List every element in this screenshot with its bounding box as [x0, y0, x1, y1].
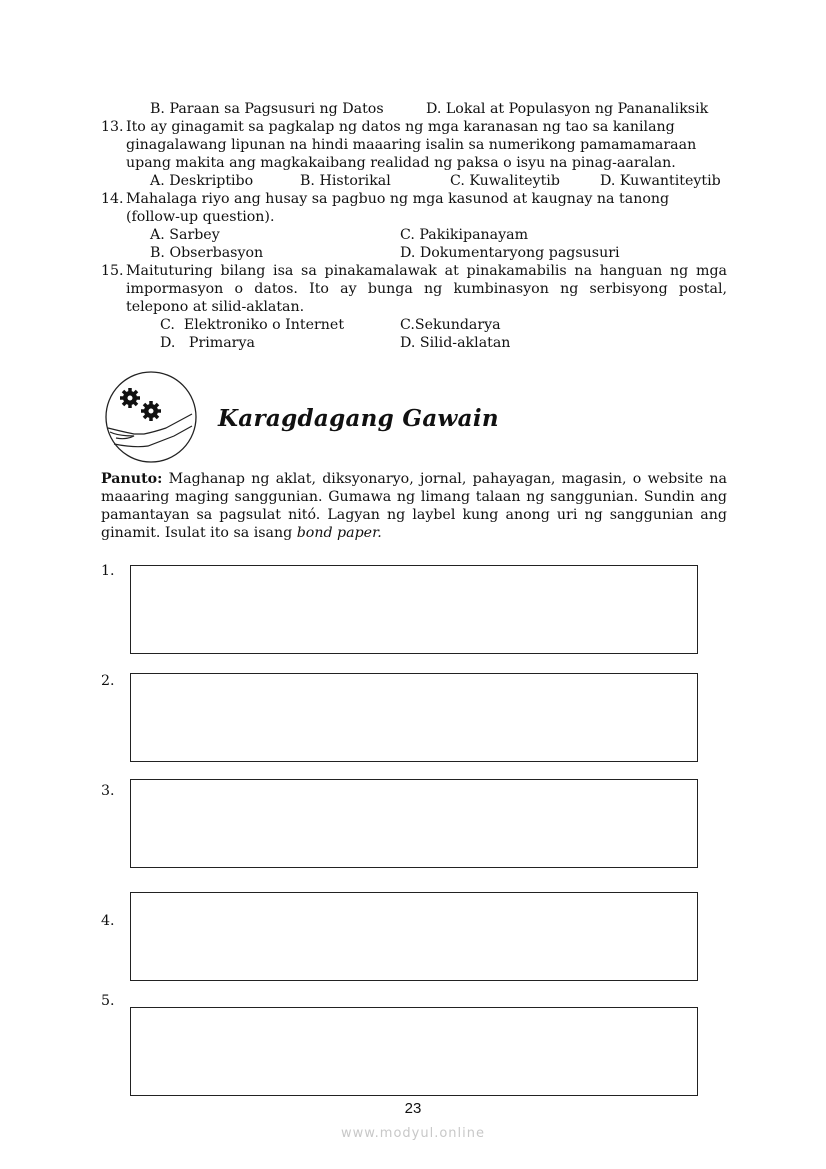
q13-line: upang makita ang magkakaibang realidad ng paksa o isyu na pinag-aaralan. — [126, 155, 676, 171]
watermark: www.modyul.online — [340, 1126, 486, 1141]
instruction-label: Panuto: — [101, 471, 163, 487]
q15-number: 15. — [101, 263, 124, 279]
q12-option-d: D. Lokal at Populasyon ng Pananaliksik — [426, 101, 709, 117]
answer-number: 1. — [101, 563, 115, 579]
q12-option-b: B. Paraan sa Pagsusuri ng Datos — [150, 101, 384, 117]
q14-number: 14. — [101, 191, 124, 207]
q15-option-c2: C.Sekundarya — [400, 317, 501, 333]
q13-option-a: A. Deskriptibo — [150, 173, 254, 189]
answer-number: 5. — [101, 993, 115, 1009]
answer-number: 3. — [101, 783, 115, 799]
q14-option-a: A. Sarbey — [150, 227, 220, 243]
answer-number: 4. — [101, 913, 115, 929]
q15-option-c: C. Elektroniko o Internet — [160, 317, 345, 333]
q14-option-c: C. Pakikipanayam — [400, 227, 529, 243]
q13-option-d: D. Kuwantiteytib — [600, 173, 721, 189]
instructions — [101, 470, 727, 542]
instruction-italic: bond paper. — [296, 525, 382, 541]
gears-hand-icon — [104, 370, 198, 464]
q15-line: Maituturing bilang isa sa pinakamalawak at pinakamabilis na hanguan ng mga — [126, 263, 727, 279]
q14-option-d: D. Dokumentaryong pagsusuri — [400, 245, 620, 261]
q14-option-b: B. Obserbasyon — [150, 245, 264, 261]
q14-line: Mahalaga riyo ang husay sa pagbuo ng mga kasunod at kaugnay na tanong — [126, 191, 670, 207]
q15-option-d: D. Primarya — [160, 335, 255, 351]
answer-box-2[interactable] — [130, 673, 698, 762]
answer-box-4[interactable] — [130, 892, 698, 981]
q15-line: impormasyon o datos. Ito ay bunga ng kumbinasyon ng serbisyong postal, — [126, 281, 727, 297]
q13-option-b: B. Historikal — [300, 173, 391, 189]
section-title: Karagdagang Gawain — [218, 405, 499, 432]
answer-box-3[interactable] — [130, 779, 698, 868]
instruction-text: Maghanap ng aklat, diksyonaryo, jornal, pahayagan, magasin, o website na maaaring maging sanggunian. Gumawa ng limang talaan ng sanggunian. Sundin ang pamantayan sa pagsulat nitó. Lagyan ng laybel kung anong uri ng sanggunian ang ginamit. Isulat ito sa isang — [101, 471, 727, 541]
answer-box-1[interactable] — [130, 565, 698, 654]
q14-line: (follow-up question). — [126, 209, 275, 225]
page-number: 23 — [404, 1100, 422, 1117]
q13-number: 13. — [101, 119, 124, 135]
q13-line: ginagalawang lipunan na hindi maaaring isalin sa numerikong pamamamaraan — [126, 137, 697, 153]
answer-box-5[interactable] — [130, 1007, 698, 1096]
q13-line: Ito ay ginagamit sa pagkalap ng datos ng mga karanasan ng tao sa kanilang — [126, 119, 675, 135]
q15-line: telepono at silid-aklatan. — [126, 299, 305, 315]
q13-option-c: C. Kuwaliteytib — [450, 173, 560, 189]
answer-number: 2. — [101, 673, 115, 689]
q15-option-d2: D. Silid-aklatan — [400, 335, 511, 351]
